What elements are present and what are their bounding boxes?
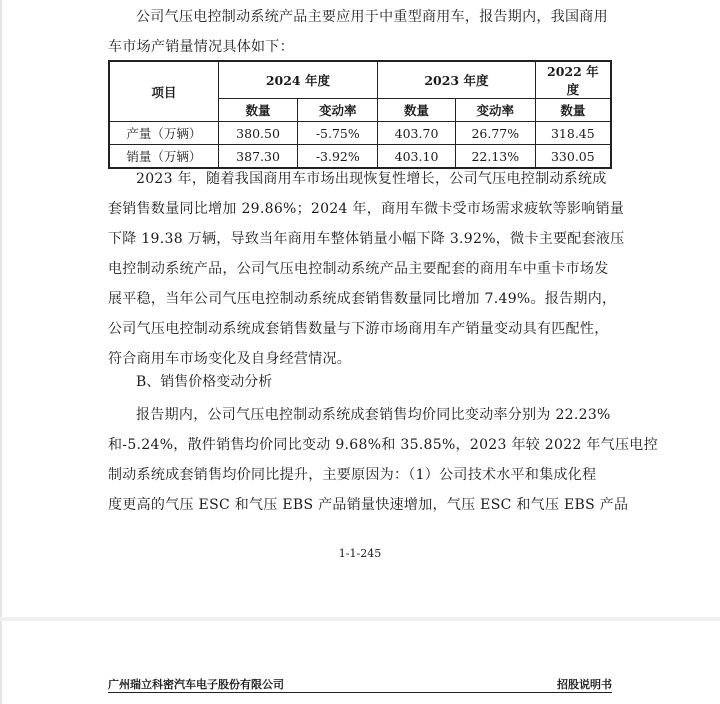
cell-value: 387.30: [218, 145, 298, 169]
footer-rule: [108, 692, 612, 693]
row-label: 产量（万辆）: [109, 122, 218, 145]
paragraph-line: 公司气压电控制动系统成套销售数量与下游市场商用车产销量变动具有匹配性，: [108, 321, 609, 337]
cell-value: 403.70: [378, 122, 456, 145]
paragraph-line: 制动系统成套销售均价同比提升，主要原因为：（1）公司技术水平和集成化程: [108, 467, 597, 483]
page-break: [0, 617, 720, 621]
page-number: 1-1-245: [338, 547, 382, 560]
paragraph-line: 符合商用车市场变化及自身经营情况。: [108, 351, 352, 367]
cell-value: 318.45: [535, 122, 611, 145]
intro-line-2: 车市场产销量情况具体如下：: [108, 39, 294, 55]
year-2022-header: 2022 年度: [535, 61, 611, 99]
cell-value: 330.05: [535, 145, 611, 169]
intro-line-1: 公司气压电控制动系统产品主要应用于中重型商用车，报告期内，我国商用: [136, 9, 608, 25]
cell-value: -5.75%: [298, 122, 378, 145]
item-header: 项目: [109, 61, 218, 122]
paragraph-line: 套销售数量同比增加 29.86%；2024 年，商用车微卡受市场需求疲软等影响销量: [108, 201, 625, 217]
table-header-row: [109, 61, 611, 99]
paragraph-line: 2023 年，随着我国商用车市场出现恢复性增长，公司气压电控制动系统成: [136, 171, 607, 187]
paragraph-line: 展平稳，当年公司气压电控制动系统成套销售数量同比增加 7.49%。报告期内，: [108, 291, 617, 307]
footer-doc-type: 招股说明书: [557, 678, 612, 691]
cell-value: -3.92%: [298, 145, 378, 169]
section-heading: B、销售价格变动分析: [136, 374, 273, 390]
price-paragraph: [108, 400, 658, 520]
cell-value: 380.50: [218, 122, 298, 145]
row-label: 销量（万辆）: [109, 145, 218, 169]
cell-value: 403.10: [378, 145, 456, 169]
paragraph-line: 度更高的气压 ESC 和气压 EBS 产品销量快速增加，气压 ESC 和气压 EBS 产品: [108, 497, 629, 513]
paragraph-line: 下降 19.38 万辆，导致当年商用车整体销量小幅下降 3.92%，微卡主要配套液压: [108, 231, 625, 247]
year-2024-header: 2024 年度: [218, 61, 377, 99]
year-2023-header: 2023 年度: [378, 61, 536, 99]
footer-company: 广州瑞立科密汽车电子股份有限公司: [108, 678, 284, 691]
table-row: [109, 122, 611, 145]
analysis-paragraph: [108, 164, 625, 374]
paragraph-line: 报告期内，公司气压电控制动系统成套销售均价同比变动率分别为 22.23%: [136, 407, 611, 423]
quantity-header: 数量: [218, 99, 298, 122]
paragraph-line: 电控制动系统产品，公司气压电控制动系统产品主要配套的商用车中重卡市场发: [108, 261, 609, 277]
production-sales-table: [108, 60, 612, 169]
paragraph-line: 和-5.24%，散件销售均价同比变动 9.68%和 35.85%，2023 年较 2022 年气压电控: [108, 437, 658, 453]
change-rate-header: 变动率: [298, 99, 378, 122]
cell-value: 26.77%: [455, 122, 535, 145]
quantity-header: 数量: [535, 99, 611, 122]
change-rate-header: 变动率: [455, 99, 535, 122]
intro-paragraph: [108, 2, 612, 62]
cell-value: 22.13%: [455, 145, 535, 169]
quantity-header: 数量: [378, 99, 456, 122]
